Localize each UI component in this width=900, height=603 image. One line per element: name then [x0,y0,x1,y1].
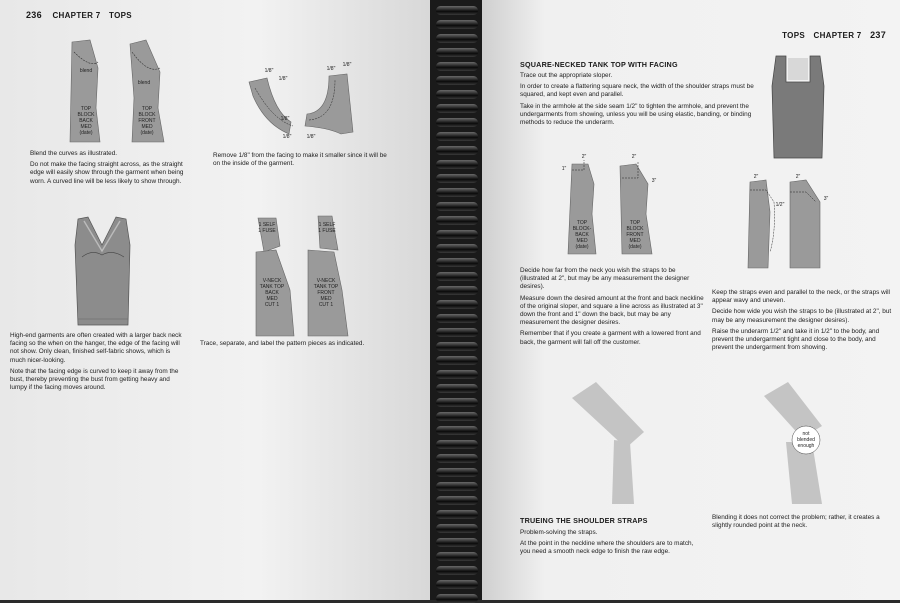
section-label: TOPS [782,31,805,40]
callout-label: enough [797,443,815,449]
piece-label: MED [141,124,153,130]
piece-label: BACK [265,290,279,296]
binding-coil [436,258,478,267]
dimension-label: 1/2" [775,202,785,208]
binding-coil [436,468,478,477]
measurement-mark: 1/8" [342,62,352,68]
binding-coil [436,552,478,561]
piece-label: MED [80,124,92,130]
binding-coil [436,160,478,169]
binding-coil [436,342,478,351]
piece-label: FRONT [317,290,335,296]
cut-label: 1 FUSE [258,228,276,234]
blend-label-left: blend [79,68,93,74]
facing-reduction-figure [245,62,360,142]
binding-coil [436,76,478,85]
binding-coil [436,188,478,197]
facing-caption: Remove 1/8" from the facing to make it smaller since it will be on the inside of the garment. [213,152,387,168]
binding-coil [436,6,478,15]
binding-coil [436,412,478,421]
binding-coil [436,62,478,71]
body-paragraph: Take in the armhole at the side seam 1/2" to tighten the armhole, and prevent the undergarments from showing, unless you will be using elastic, banding, or binding methods to reduce the underarm. [520,102,752,127]
trueing-text [520,529,705,560]
binding-coil [436,454,478,463]
piece-label: BLOCK- [572,226,592,232]
body-paragraph: Keep the straps even and parallel to the neck, or the straps will appear wavy and uneven. [712,289,890,305]
garment-body [75,217,130,325]
binding-coil [436,34,478,43]
trace-caption: Trace, separate, and label the pattern pieces as indicated. [200,340,365,347]
piece-label: MED [629,238,641,244]
left-page [0,0,430,600]
body-paragraph: Remember that if you create a garment with a lowered front and back, the garment will fall off the customer. [520,330,701,346]
binding-coil [436,300,478,309]
binding-coil [436,48,478,57]
measurement-mark: 1/8" [282,134,292,140]
dimension-label: 1" [561,166,567,172]
body-paragraph: Decide how wide you wish the straps to be (illustrated at 2", but may be any measurement the designer desires). [712,308,892,324]
piece-label: MED [576,238,588,244]
piece-label: FRONT [626,232,644,238]
spiral-binding [430,0,482,600]
binding-coil [436,538,478,547]
callout-label: blended [797,437,815,443]
binding-coil [436,566,478,575]
square-neck-tank-figure [768,52,828,162]
section-heading: SQUARE-NECKED TANK TOP WITH FACING [520,60,678,69]
piece-label: V-NECK [316,278,336,284]
body-paragraph: Raise the underarm 1/2" and take it in 1/2" to the body, and prevent the undergarment tight and close to the body, and prevent the undergarment from showing. [712,327,880,352]
left-page-header [26,10,132,20]
section-heading: TRUEING THE SHOULDER STRAPS [520,516,648,525]
intro-text [520,72,765,130]
binding-coil [436,594,478,603]
dimension-label: 3" [823,196,829,202]
dimension-label: 2" [581,154,587,160]
page-number: 236 [26,10,42,20]
binding-coil [436,90,478,99]
front-facing-piece [305,74,353,134]
section-label: TOPS [109,11,132,20]
binding-coil [436,244,478,253]
dimension-label: 2" [631,154,637,160]
binding-coil [436,482,478,491]
callout-label: not [802,431,810,437]
body-paragraph: Problem-solving the straps. [520,529,598,536]
measurement-mark: 1/8" [280,116,290,122]
piece-label: CUT 1 [264,302,280,308]
binding-coil [436,356,478,365]
chapter-label: CHAPTER 7 [813,31,862,40]
piece-label: (date) [575,244,589,250]
piece-label: FRONT [138,118,156,124]
piece-label: BACK [79,118,93,124]
binding-coil [436,496,478,505]
dimension-label: 2" [795,174,801,180]
caption-paragraph: Do not make the facing straight across, as the straight edge will easily show through the garment when being worn. A curved line will be less likely to show through. [30,161,184,185]
measurement-mark: 1/8" [278,76,288,82]
dimension-label: 2" [753,174,759,180]
blend-label-right: blend [137,80,151,86]
strap-position-text [520,267,705,350]
piece-label: TOP [141,106,153,112]
piece-label: TOP [80,106,92,112]
page-number: 237 [870,30,886,40]
right-page-header [782,30,886,40]
binding-coil [436,174,478,183]
piece-label: (date) [628,244,642,250]
chapter-label: CHAPTER 7 [52,11,101,20]
back-strap-piece [748,180,770,268]
front-strap-piece [572,382,644,448]
strap-width-text [712,289,892,355]
front-strap-piece [790,180,820,268]
unblended-shoulders-figure [752,378,852,508]
measurement-mark: 1/8" [264,68,274,74]
binding-coil [436,510,478,519]
binding-coil [436,286,478,295]
binding-coil [436,202,478,211]
piece-label: BLOCK [77,112,95,118]
piece-label: MED [266,296,278,302]
piece-label: TANK TOP [259,284,285,290]
cut-label: 1 FUSE [318,228,336,234]
back-facing-piece [249,78,291,134]
strap-width-figure [744,172,834,272]
matched-shoulders-figure [562,378,662,508]
piece-label: BLOCK [138,112,156,118]
piece-label: (date) [140,130,154,136]
binding-coil [436,20,478,29]
square-neck-block-figure [562,154,672,259]
body-paragraph: Trace out the appropriate sloper. [520,72,613,79]
cut-label: 1 SELF [318,222,336,228]
labeled-pattern-pieces-figure [250,212,365,342]
binding-coil [436,118,478,127]
caption-line: Blend the curves as illustrated. [30,150,118,157]
piece-label: CUT 1 [318,302,334,308]
piece-label: BLOCK [626,226,644,232]
piece-label: (date) [79,130,93,136]
binding-coil [436,216,478,225]
binding-coil [436,370,478,379]
binding-coil [436,426,478,435]
binding-coil [436,314,478,323]
facing-notes [10,332,185,395]
piece-label: TANK TOP [313,284,339,290]
piece-label: MED [320,296,332,302]
body-paragraph: Decide how far from the neck you wish the straps to be (illustrated at 2", but may be any measurement the designer desires). [520,267,690,291]
cut-label: 1 SELF [258,222,276,228]
blending-caption: Blending it does not correct the problem; rather, it creates a slightly rounded point at the neck. [712,514,880,530]
binding-coil [436,230,478,239]
binding-coil [436,398,478,407]
binding-coil [436,272,478,281]
binding-coil [436,132,478,141]
body-paragraph: In order to create a flattering square neck, the width of the shoulder straps must be squared, and kept even and parallel. [520,83,754,99]
piece-label: TOP [629,220,641,226]
binding-coil [436,104,478,113]
binding-coil [436,328,478,337]
blend-caption [30,150,195,189]
binding-coil [436,440,478,449]
right-page [482,0,900,600]
binding-coil [436,524,478,533]
blend-curves-figure [60,38,180,148]
piece-label: V-NECK [262,278,282,284]
body-paragraph: At the point in the neckline where the shoulders are to match, you need a smooth neck edge to finish the raw edge. [520,540,694,556]
body-paragraph: Measure down the desired amount at the front and back neckline of the original sloper, and square a line across as illustrated at 3" down the front and 1" down the back, but may be any measurement the designer desires. [520,294,704,327]
v-neck-garment-figure [70,215,135,330]
caption-paragraph: Note that the facing edge is curved to keep it away from the bust, thereby preventing the bust from getting heavy and lumpy if the facing moves around. [10,367,179,392]
binding-coil [436,580,478,589]
binding-coil [436,384,478,393]
caption-paragraph: High-end garments are often created with a larger back neck facing so the when on the hanger, the edge of the facing will not show. Only clean, finished self-fabric shows, which is much nicer-looking. [10,332,182,364]
back-strap-piece [612,440,634,504]
binding-coil [436,146,478,155]
piece-label: TOP [576,220,588,226]
dimension-label: 3" [651,178,657,184]
measurement-mark: 1/8" [326,66,336,72]
measurement-mark: 1/8" [306,134,316,140]
piece-label: BACK [575,232,589,238]
